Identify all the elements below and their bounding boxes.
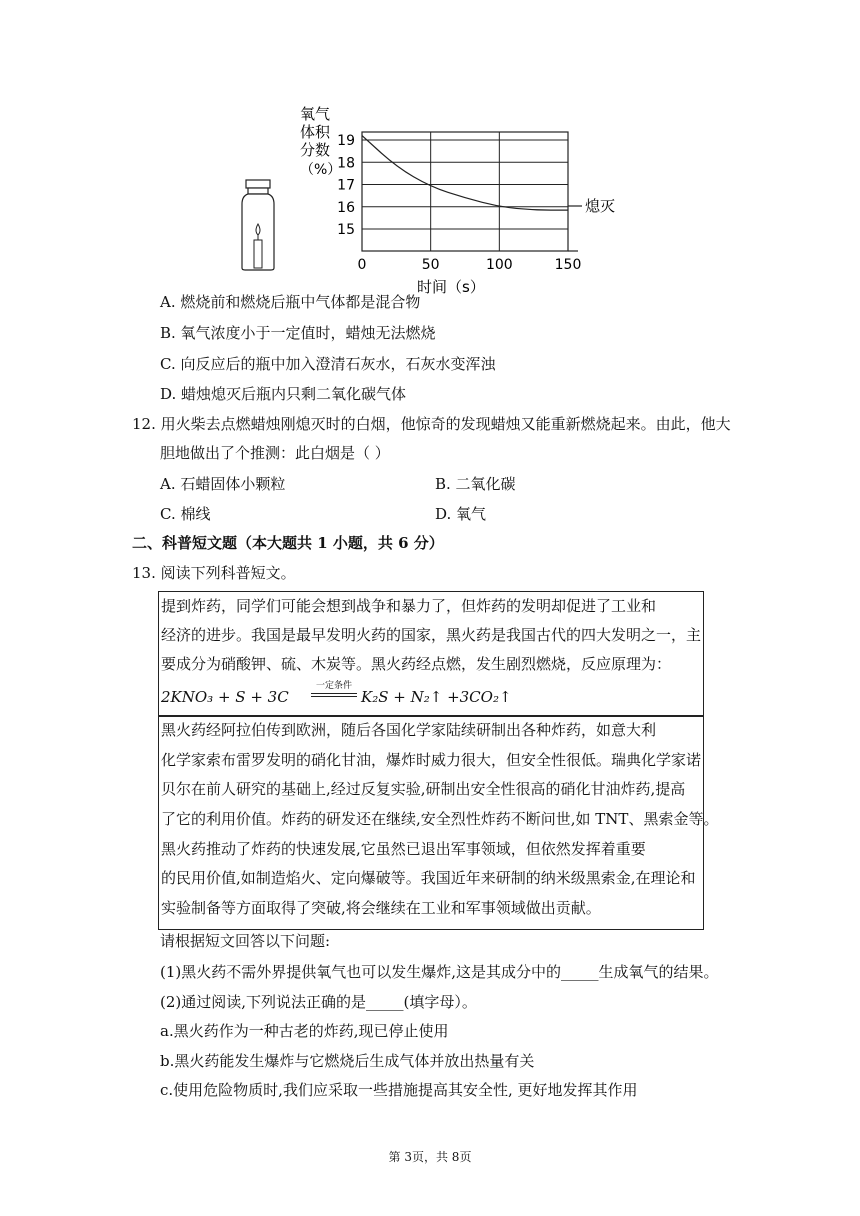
page-footer: 第 3页，共 8页: [388, 1150, 472, 1164]
q13-intro: 13. 阅读下列科普短文。: [132, 564, 296, 582]
y-label-line: 分数: [300, 141, 331, 159]
q12-option-d: D. 氧气: [435, 505, 487, 523]
q12-stem-line1: 12. 用火柴去点燃蜡烛刚熄灭时的白烟，他惊奇的发现蜡烛又能重新燃烧起来。由此，他大: [132, 415, 731, 433]
x-tick-label: 0: [357, 257, 367, 273]
reading-box-2: [158, 715, 719, 930]
box2-line: 黑火药经阿拉伯传到欧洲，随后各国化学家陆续研制出各种炸药，如意大利: [161, 721, 657, 739]
question-1: (1)黑火药不需外界提供氧气也可以发生爆炸,这是其成分中的_____生成氧气的结果。: [160, 963, 719, 981]
y-label-line: 体积: [300, 123, 331, 141]
box2-line: 的民用价值,如制造焰火、定向爆破等。我国近年来研制的纳米级黑索金,在理论和: [161, 869, 696, 887]
q12-option-a: A. 石蜡固体小颗粒: [160, 475, 286, 493]
box2-line: 化学家索布雷罗发明的硝化甘油，爆炸时威力很大，但安全性很低。瑞典化学家诺: [161, 751, 702, 769]
y-tick-label: 19: [337, 133, 355, 149]
equation-left: 2KNO₃ + S + 3C: [161, 688, 289, 706]
x-axis-label: 时间（s）: [417, 278, 485, 296]
choice-c: c.使用危险物质时,我们应采取一些措施提高其安全性, 更好地发挥其作用: [160, 1081, 638, 1099]
question-2: (2)通过阅读,下列说法正确的是_____(填字母）。: [160, 993, 477, 1011]
box1-line: 要成分为硝酸钾、硫、木炭等。黑火药经点燃，发生剧烈燃烧，反应原理为：: [161, 655, 672, 673]
chart-ticks: [337, 133, 581, 273]
q11-option-a: A. 燃烧前和燃烧后瓶中气体都是混合物: [160, 293, 421, 311]
section-heading: 二、科普短文题（本大题共 1 小题，共 6 分）: [132, 534, 444, 552]
extinguish-annotation: 熄灭: [585, 197, 616, 215]
y-tick-label: 16: [337, 199, 355, 216]
reading-box-1: [158, 591, 704, 717]
y-tick-label: 15: [337, 222, 355, 238]
questions-intro: 请根据短文回答以下问题:: [160, 932, 331, 950]
y-label-line: 氧气: [300, 105, 331, 123]
plot-frame: [362, 132, 568, 251]
oxygen-series-line: [362, 136, 568, 211]
choice-a: a.黑火药作为一种古老的炸药,现已停止使用: [160, 1022, 449, 1040]
q11-option-d: D. 蜡烛熄灭后瓶内只剩二氧化碳气体: [160, 385, 407, 403]
x-tick-label: 150: [554, 257, 582, 273]
experiment-figure: [230, 95, 650, 300]
x-tick-label: 50: [421, 257, 440, 273]
q12-option-c: C. 棉线: [160, 505, 211, 523]
box2-line: 了它的利用价值。炸药的研发还在继续,安全烈性炸药不断问世,如 TNT、黑索金等。: [161, 810, 719, 828]
x-tick-label: 100: [485, 257, 513, 273]
box2-line: 黑火药推动了炸药的快速发展,它虽然已退出军事领域，但依然发挥着重要: [161, 840, 646, 858]
choice-b: b.黑火药能发生爆炸与它燃烧后生成气体并放出热量有关: [160, 1052, 535, 1070]
y-axis-label: [300, 105, 341, 178]
q11-option-b: B. 氧气浓度小于一定值时，蜡烛无法燃烧: [160, 324, 436, 342]
y-tick-label: 17: [337, 177, 355, 194]
equation-arrow-line: [311, 696, 357, 697]
equation-right: K₂S + N₂↑ +3CO₂↑: [361, 688, 512, 706]
candle-bottle-icon: [242, 180, 274, 270]
box2-line: 贝尔在前人研究的基础上,经过反复实验,研制出安全性很高的硝化甘油炸药,提高: [161, 780, 686, 798]
box2-line: 实验制备等方面取得了突破,将会继续在工业和军事领域做出贡献。: [161, 899, 601, 917]
box1-line: 提到炸药，同学们可能会想到战争和暴力了，但炸药的发明却促进了工业和: [161, 597, 657, 615]
y-label-line: （%）: [300, 162, 342, 178]
box1-line: 经济的进步。我国是最早发明火药的国家，黑火药是我国古代的四大发明之一，主: [161, 626, 702, 644]
equation-condition: 一定条件: [315, 681, 352, 691]
equation-arrow-line: [311, 693, 357, 694]
q11-option-c: C. 向反应后的瓶中加入澄清石灰水，石灰水变浑浊: [160, 355, 496, 373]
q12-option-b: B. 二氧化碳: [435, 475, 516, 493]
y-tick-label: 18: [337, 155, 355, 172]
q12-stem-line2: 胆地做出了个推测：此白烟是（ ）: [160, 444, 390, 462]
chart-grid: [362, 132, 578, 251]
